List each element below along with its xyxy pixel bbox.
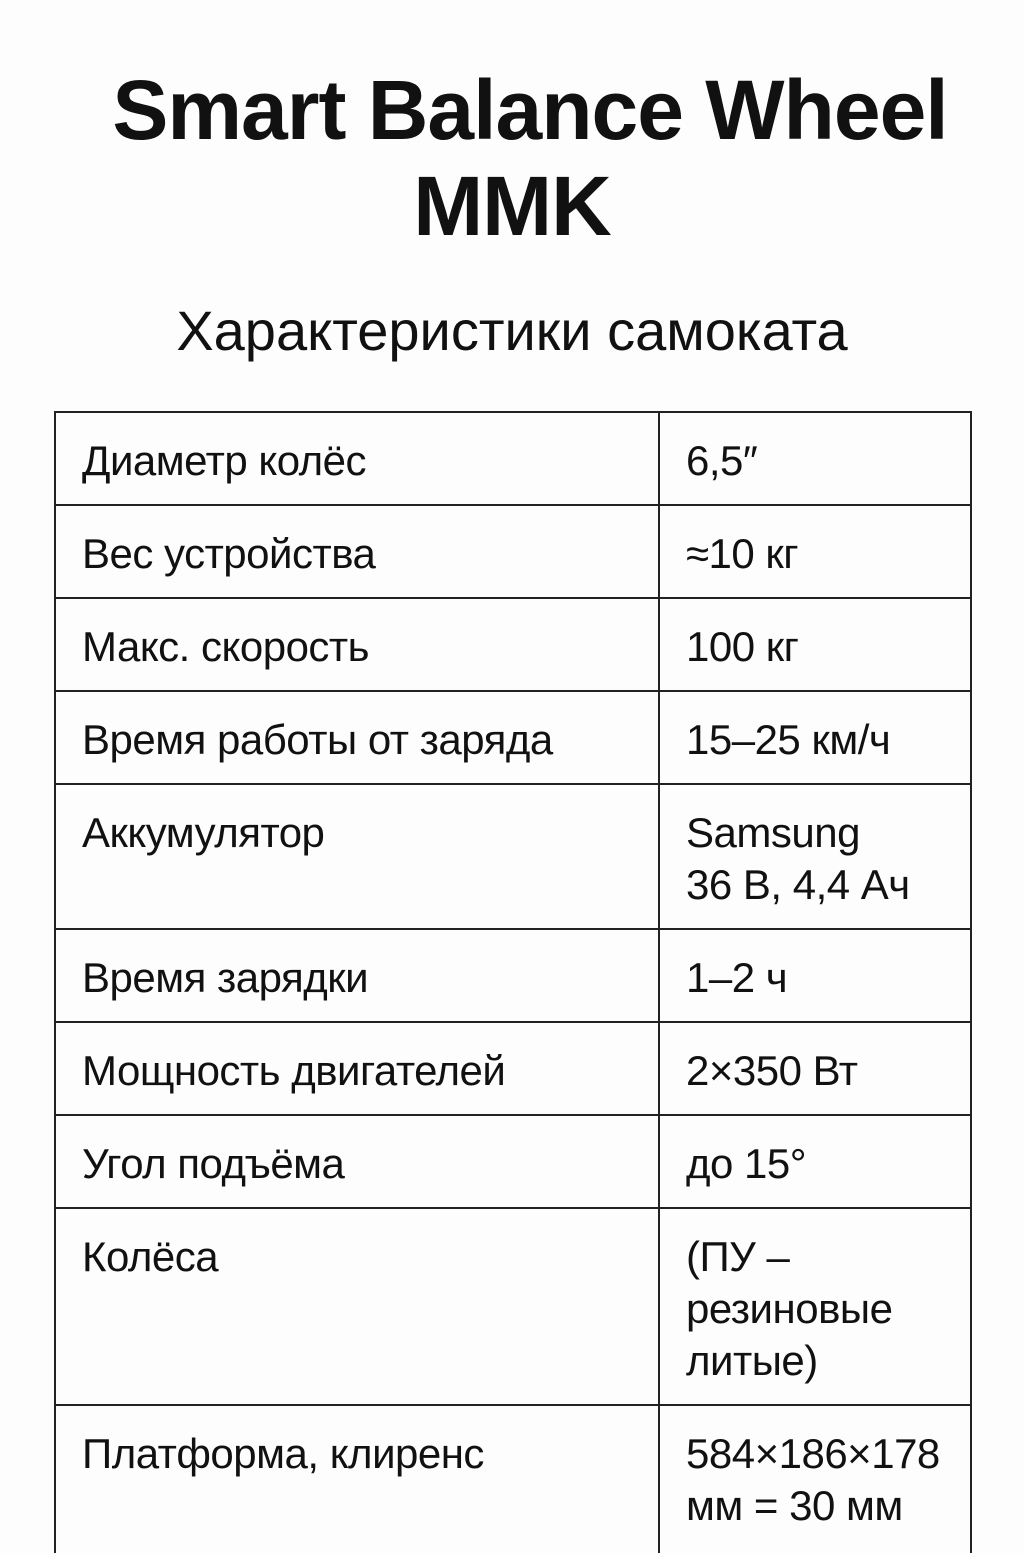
spec-value-line: 36 В, 4,4 Ач	[686, 861, 910, 908]
spec-value-line: Samsung	[686, 809, 860, 856]
page-subtitle: Характеристики самоката	[176, 299, 848, 362]
spec-label: Время зарядки	[55, 929, 659, 1022]
spec-label: Угол подъёма	[55, 1115, 659, 1208]
spec-label: Диаметр колёс	[55, 412, 659, 505]
table-row	[55, 784, 971, 929]
table-row	[55, 1405, 971, 1553]
spec-value-line: 100 кг	[686, 623, 799, 670]
table-row	[55, 1022, 971, 1115]
table-row	[55, 1115, 971, 1208]
spec-value-line: до 15°	[686, 1140, 807, 1187]
specs-table	[54, 411, 972, 1553]
spec-value	[659, 784, 971, 929]
spec-label: Платформа, клиренс	[55, 1405, 659, 1553]
spec-value	[659, 412, 971, 505]
spec-value	[659, 929, 971, 1022]
spec-label: Макс. скорость	[55, 598, 659, 691]
table-row	[55, 929, 971, 1022]
spec-value-line: 2×350 Вт	[686, 1047, 858, 1094]
spec-value-line: 15–25 км/ч	[686, 716, 891, 763]
spec-value-line: 584×186×178	[686, 1430, 940, 1477]
spec-label: Колёса	[55, 1208, 659, 1405]
table-row	[55, 505, 971, 598]
spec-value	[659, 1405, 971, 1553]
spec-value	[659, 1208, 971, 1405]
page-title	[0, 62, 1024, 254]
table-row	[55, 412, 971, 505]
table-row	[55, 598, 971, 691]
spec-value-line: ≈10 кг	[686, 530, 799, 577]
spec-label: Время работы от заряда	[55, 691, 659, 784]
title-line-2: MMK	[413, 159, 611, 253]
spec-value	[659, 1115, 971, 1208]
spec-value-line: резиновые	[686, 1285, 893, 1332]
spec-value-line: мм = 30 мм	[686, 1482, 903, 1529]
table-row	[55, 1208, 971, 1405]
spec-label: Вес устройства	[55, 505, 659, 598]
spec-value	[659, 505, 971, 598]
spec-value	[659, 1022, 971, 1115]
spec-label: Аккумулятор	[55, 784, 659, 929]
spec-value	[659, 598, 971, 691]
table-row	[55, 691, 971, 784]
spec-value	[659, 691, 971, 784]
spec-label: Мощность двигателей	[55, 1022, 659, 1115]
spec-value-line: 1–2 ч	[686, 954, 788, 1001]
spec-value-line: литые)	[686, 1337, 818, 1384]
title-line-1: Smart Balance Wheel	[112, 63, 948, 157]
spec-value-line: (ПУ –	[686, 1233, 790, 1280]
spec-value-line: 6,5″	[686, 437, 758, 484]
